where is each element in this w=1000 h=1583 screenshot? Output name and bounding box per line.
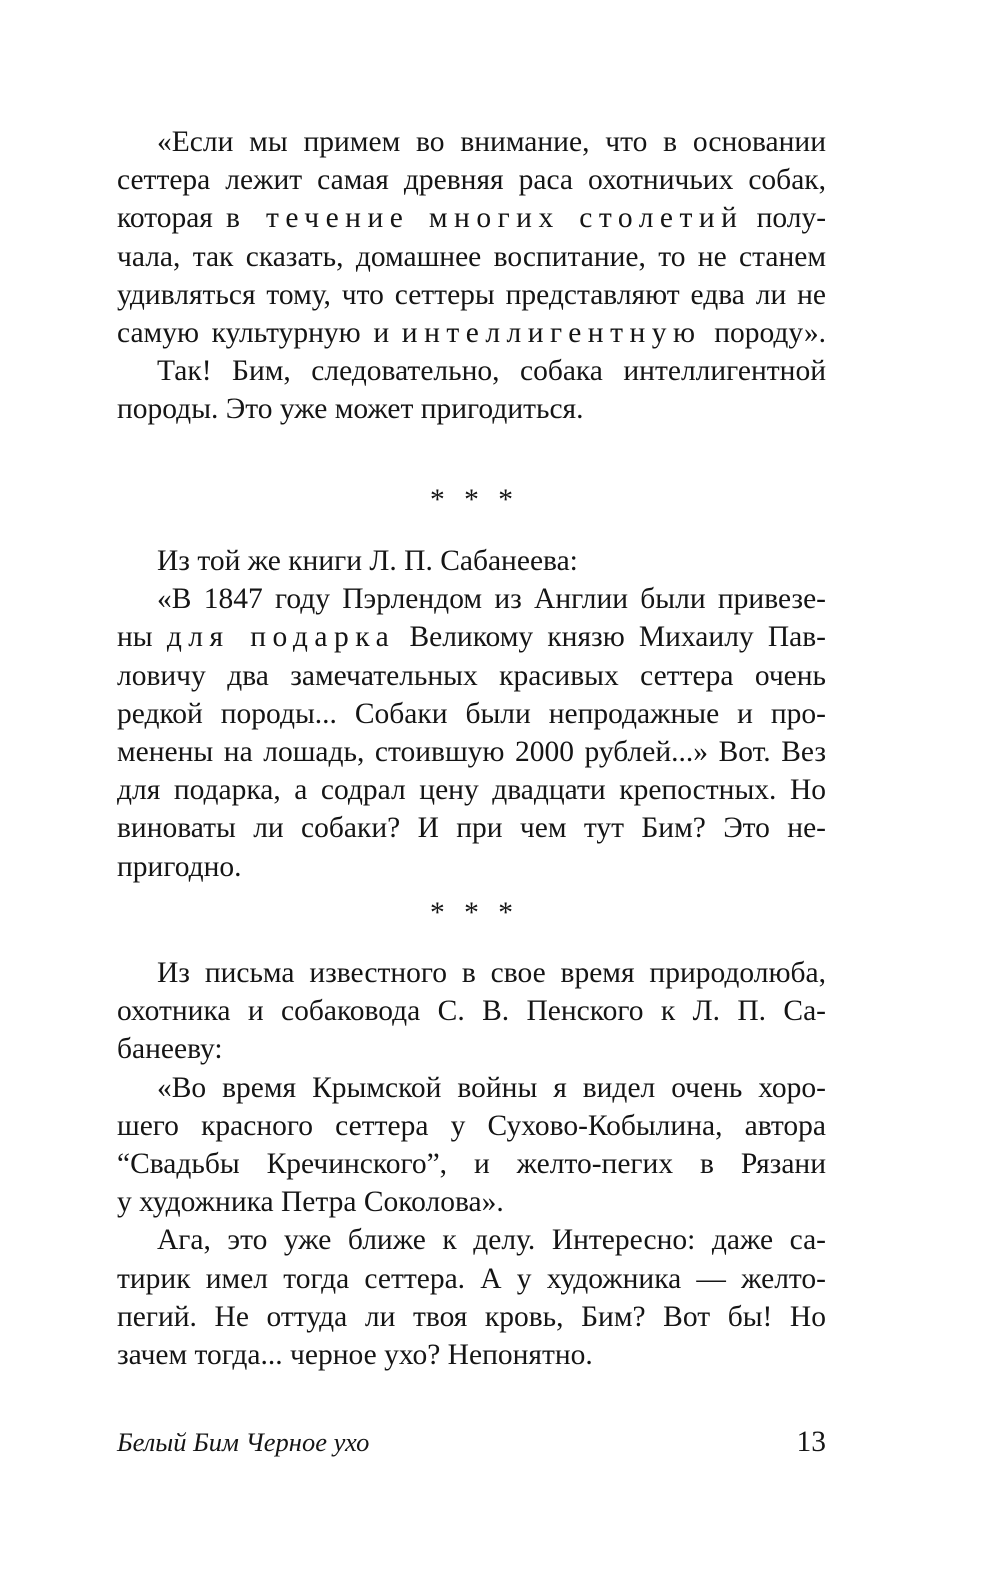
section-separator: * * *	[430, 897, 513, 929]
text-line: зачем тогда... черное ухо? Непонятно.	[117, 1339, 593, 1372]
text-line: шего красного сеттера у Сухово-Кобылина, автора	[117, 1109, 826, 1142]
paragraph	[117, 542, 826, 580]
text-block	[117, 542, 826, 886]
section-separator: * * *	[430, 484, 513, 516]
text-line: “Свадьбы Кречинского”, и желто-пегих в Рязани	[117, 1148, 826, 1181]
paragraph	[117, 352, 826, 428]
paragraph	[117, 954, 826, 1069]
text-line: удивляться тому, что сеттеры представляют едва ли не	[117, 278, 826, 311]
text-line: чала, так сказать, домашнее воспитание, то не станем	[117, 240, 826, 273]
page-number: 13	[796, 1426, 826, 1458]
text-segment: породу».	[714, 317, 826, 350]
text-line: менены на лошадь, стоившую 2000 рублей...» Вот. Вез	[117, 736, 826, 769]
emphasized-spaced-text: интеллигентную	[401, 317, 702, 350]
text-line: «Если мы примем во внимание, что в основании	[157, 126, 826, 158]
text-line: пегий. Не оттуда ли твоя кровь, Бим? Вот бы! Но	[117, 1300, 826, 1333]
text-line: виноваты ли собаки? И при чем тут Бим? Это не-	[117, 812, 826, 845]
text-line: для подарка, а содрал цену двадцати крепостных. Но	[117, 774, 826, 807]
running-title: Белый Бим Черное ухо	[117, 1427, 370, 1457]
text-line: сеттера лежит самая древняя раса охотничьих собак,	[117, 164, 826, 197]
text-line: Так! Бим, следовательно, собака интеллигентной	[157, 355, 826, 388]
text-line: охотника и собаковода С. В. Пенского к Л. П. Са-	[117, 995, 826, 1028]
text-segment: Великому князю Михаилу Пав-	[409, 621, 827, 654]
text-line: «Во время Крымской войны я видел очень хоро-	[157, 1071, 826, 1104]
text-line: пригодно.	[117, 850, 242, 883]
paragraph	[117, 123, 826, 352]
text-line	[117, 618, 826, 656]
text-segment: самую культурную и	[117, 317, 390, 350]
text-line: редкой породы... Собаки были непродажные и про-	[117, 697, 826, 730]
page-footer	[117, 1423, 826, 1461]
text-line: у художника Петра Соколова».	[117, 1186, 504, 1219]
paragraph	[117, 1069, 826, 1222]
text-line: породы. Это уже может пригодиться.	[117, 393, 584, 426]
text-line: тирик имел тогда сеттера. А у художника — желто-	[117, 1262, 826, 1295]
text-block	[117, 954, 826, 1374]
paragraph	[117, 580, 826, 886]
text-line	[117, 314, 826, 352]
paragraph	[117, 1221, 826, 1374]
emphasized-spaced-text: в течение многих столетий	[226, 202, 744, 235]
emphasized-spaced-text: для подарка	[166, 621, 396, 654]
text-line: «В 1847 году Пэрлендом из Англии были привезе-	[157, 583, 826, 616]
text-segment: которая	[117, 202, 213, 235]
text-line: банееву:	[117, 1033, 223, 1066]
text-segment: полу-	[756, 202, 827, 235]
text-line: Из письма известного в свое время природолюба,	[157, 957, 826, 989]
text-block	[117, 123, 826, 429]
text-segment: ны	[117, 621, 153, 654]
text-line: Из той же книги Л. П. Сабанеева:	[157, 545, 578, 577]
text-line: Ага, это уже ближе к делу. Интересно: даже са-	[157, 1224, 826, 1257]
text-line: ловичу два замечательных красивых сеттера очень	[117, 659, 826, 692]
text-line	[117, 199, 826, 237]
